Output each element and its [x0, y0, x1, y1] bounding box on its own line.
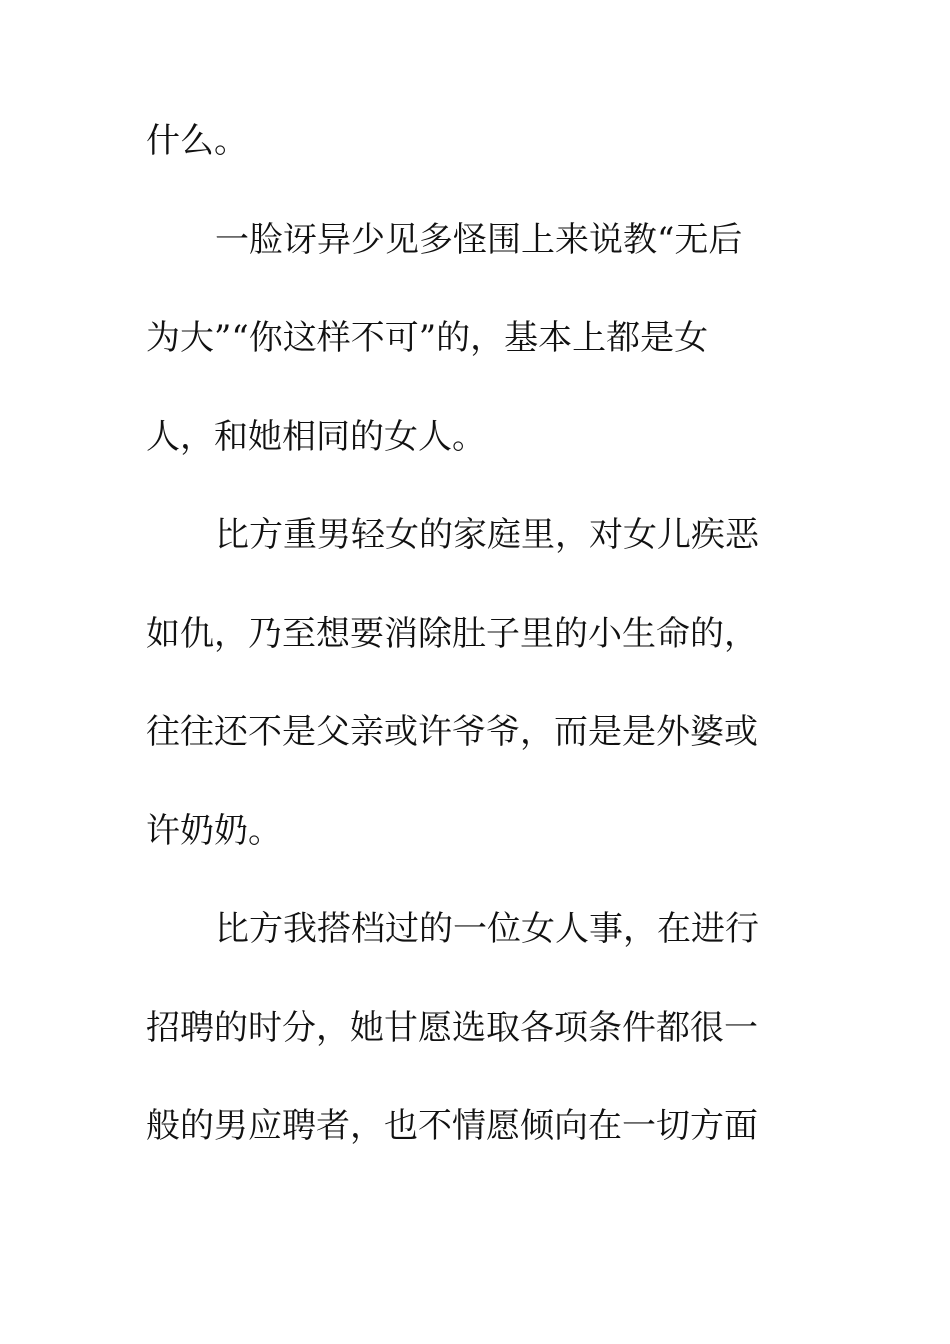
text-line: 比方重男轻女的家庭里，对女儿疾恶 [215, 515, 759, 555]
body-text [146, 121, 781, 1208]
text-line: 招聘的时分，她甘愿选取各项条件都很一 [146, 1007, 758, 1048]
text-line: 比方我搭档过的一位女人事，在进行 [215, 909, 759, 949]
text-line: 人，和她相同的女人。 [146, 416, 486, 457]
text-line: 往往还不是父亲或许爷爷，而是是外婆或 [146, 712, 758, 752]
text-line: 什么。 [146, 121, 248, 161]
text-line: 如仇，乃至想要消除肚子里的小生命的， [146, 613, 758, 654]
text-line: 为大”“你这样不可”的，基本上都是女 [146, 318, 709, 358]
text-line: 般的男应聘者，也不情愿倾向在一切方面 [146, 1106, 758, 1146]
text-line: 许奶奶。 [146, 810, 282, 851]
text-line: 一脸讶异少见多怪围上来说教“无后 [215, 219, 743, 260]
